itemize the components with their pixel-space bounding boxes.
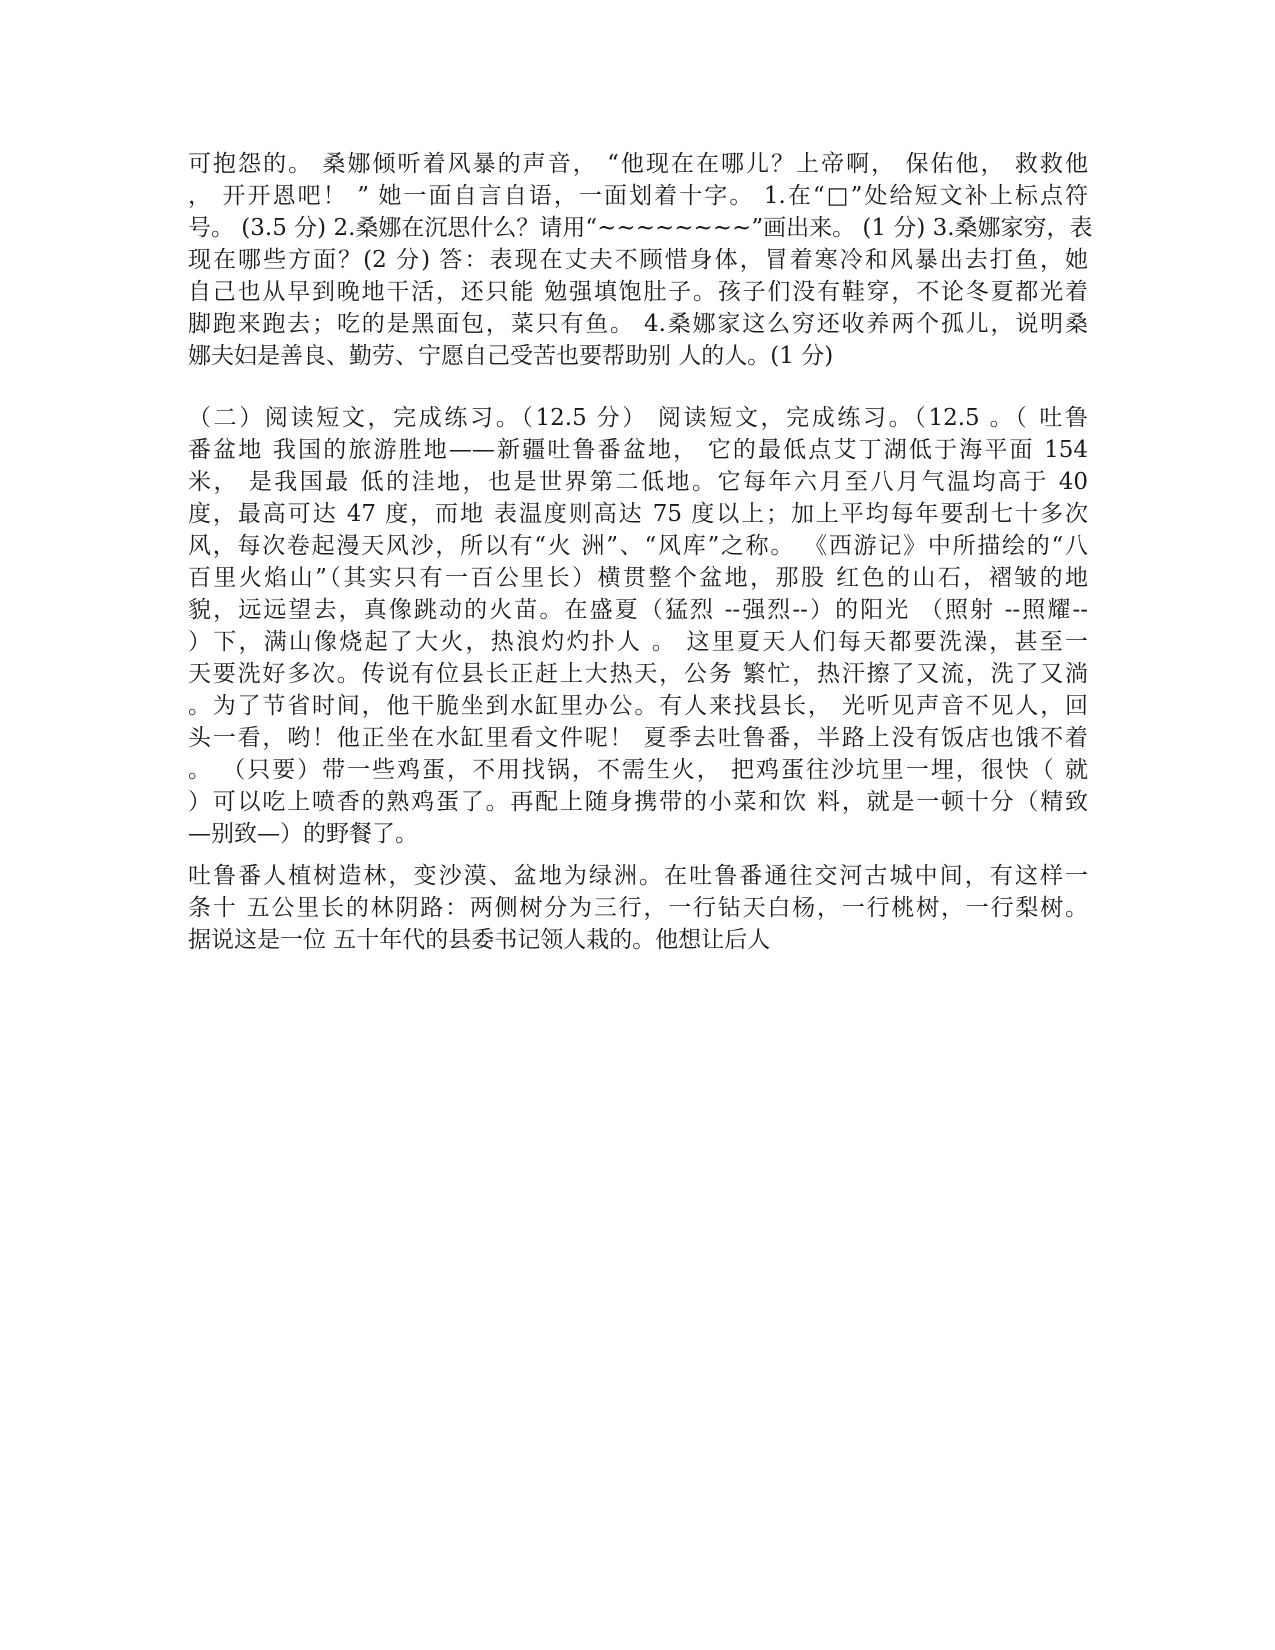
text-line: 自己也从早到晚地干活，还只能 勉强填饱肚子。孩子们没有鞋穿，不论冬夏都光着: [188, 279, 1088, 305]
text-line: 娜夫妇是善良、勤劳、宁愿自己受苦也要帮助别 人的人。(1 分): [188, 343, 834, 369]
text-line: 天要洗好多次。传说有位县长正赶上大热天，公务 繁忙，热汗擦了又流，洗了又淌: [188, 661, 1088, 687]
text-line: （二）阅读短文，完成练习。（12.5 分） 阅读短文，完成练习。（12.5 。（ 吐鲁: [188, 405, 1088, 431]
text-line: —别致—）的野餐了。: [188, 821, 418, 847]
text-line: 脚跑来跑去；吃的是黑面包，菜只有鱼。 4.桑娜家这么穷还收养两个孤儿，说明桑: [188, 311, 1088, 337]
text-line: ， 开开恩吧！ ” 她一面自言自语，一面划着十字。 1.在“□”处给短文补上标点符: [188, 183, 1088, 209]
text-line: 度，最高可达 47 度，而地 表温度则高达 75 度以上；加上平均每年要刮七十多次: [188, 501, 1088, 527]
text-line: 。为了节省时间，他干脆坐到水缸里办公。有人来找县长， 光听见声音不见人，回: [188, 693, 1088, 719]
text-line: 号。 (3.5 分) 2.桑娜在沉思什么？请用“~~~~~~~~”画出来。 (1 分) 3.桑娜家穷，表: [188, 215, 1093, 241]
text-line: 条十 五公里长的林阴路：两侧树分为三行，一行钻天白杨，一行桃树，一行梨树。: [188, 895, 1088, 921]
text-line: ）可以吃上喷香的熟鸡蛋了。再配上随身携带的小菜和饮 料，就是一顿十分（精致: [188, 789, 1088, 815]
text-line: 番盆地 我国的旅游胜地——新疆吐鲁番盆地， 它的最低点艾丁湖低于海平面 154: [188, 437, 1088, 463]
text-line: 吐鲁番人植树造林，变沙漠、盆地为绿洲。在吐鲁番通往交河古城中间，有这样一: [188, 863, 1088, 889]
text-line: 。 （只要）带一些鸡蛋，不用找锅，不需生火， 把鸡蛋往沙坑里一埋，很快（ 就: [188, 757, 1088, 783]
text-line: 据说这是一位 五十年代的县委书记领人栽的。他想让后人: [188, 927, 771, 953]
text-line: 米， 是我国最 低的洼地，也是世界第二低地。它每年六月至八月气温均高于 40: [188, 469, 1088, 495]
paragraph-turpan-reading: [188, 402, 1088, 850]
text-line: ）下，满山像烧起了大火，热浪灼灼扑人 。 这里夏天人们每天都要洗澡，甚至一: [188, 629, 1088, 655]
text-line: 百里火焰山”（其实只有一百公里长）横贯整个盆地，那股 红色的山石，褶皱的地: [188, 565, 1088, 591]
text-line: 风，每次卷起漫天风沙，所以有“火 洲”、“风库”之称。 《西游记》中所描绘的“八: [188, 533, 1088, 559]
paragraph-turpan-trees: [188, 860, 1088, 956]
text-line: 貌，远远望去，真像跳动的火苗。在盛夏（猛烈 --强烈--）的阳光 （照射 --照耀--: [188, 597, 1088, 623]
paragraph-sangna-questions: [188, 148, 1093, 372]
text-line: 可抱怨的。 桑娜倾听着风暴的声音， “他现在在哪儿？上帝啊， 保佑他， 救救他: [188, 151, 1088, 177]
text-line: 现在哪些方面？(2 分) 答：表现在丈夫不顾惜身体，冒着寒冷和风暴出去打鱼，她: [188, 247, 1088, 273]
text-line: 头一看，哟！他正坐在水缸里看文件呢！ 夏季去吐鲁番，半路上没有饭店也饿不着: [188, 725, 1088, 751]
